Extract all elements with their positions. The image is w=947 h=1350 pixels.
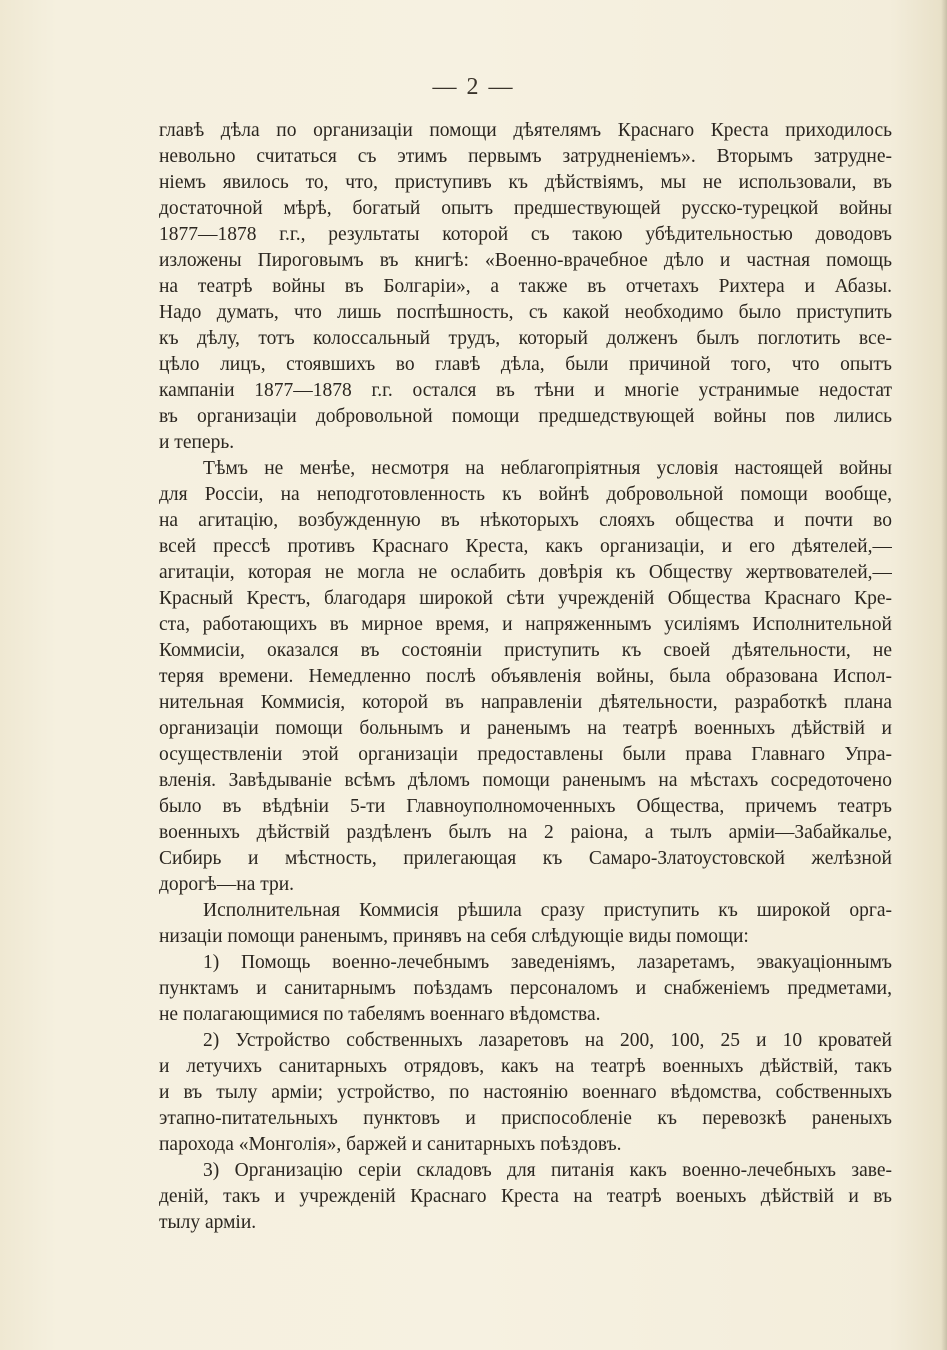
text-line: ніемъ явилось то, что, приступивъ къ дѣйствіямъ, мы не использовали, въ xyxy=(159,172,892,193)
text-line: этапно-питательныхъ пунктовъ и приспособленіе къ перевозкѣ раненыхъ xyxy=(159,1108,892,1129)
text-line: не полагающимися по табелямъ военнаго вѣдомства. xyxy=(159,1004,601,1025)
text-line: Коммисіи, оказался въ состояніи приступить къ своей дѣятельности, не xyxy=(159,640,892,661)
text-line: 2) Устройство собственныхъ лазаретовъ на 200, 100, 25 и 10 кроватей xyxy=(203,1030,892,1051)
text-line: Тѣмъ не менѣе, несмотря на неблагопріятныя условія настоящей войны xyxy=(203,458,892,479)
text-line: изложены Пироговымъ въ книгѣ: «Военно-врачебное дѣло и частная помощь xyxy=(159,250,892,271)
text-line: достаточной мѣрѣ, богатый опытъ предшествующей русско-турецкой войны xyxy=(159,198,892,219)
text-line: Исполнительная Коммисія рѣшила сразу приступить къ широкой орга- xyxy=(203,900,892,921)
text-line: теряя времени. Немедленно послѣ объявленія войны, была образована Испол- xyxy=(159,666,892,687)
text-line: цѣло лицъ, стоявшихъ во главѣ дѣла, были причиной того, что опытъ xyxy=(159,354,892,375)
text-line: организаціи помощи больнымъ и раненымъ на театрѣ военныхъ дѣйствій и xyxy=(159,718,892,739)
text-line: деній, такъ и учрежденій Краснаго Креста на театрѣ военыхъ дѣйствій и въ xyxy=(159,1186,892,1207)
text-line: и летучихъ санитарныхъ отрядовъ, какъ на театрѣ военныхъ дѣйствій, такъ xyxy=(159,1056,892,1077)
text-line: тылу арміи. xyxy=(159,1212,257,1233)
text-line: невольно считаться съ этимъ первымъ затрудненіемъ». Вторымъ затрудне- xyxy=(159,146,892,167)
text-line: 1) Помощь военно-лечебнымъ заведеніямъ, лазаретамъ, эвакуаціоннымъ xyxy=(203,952,892,973)
text-line: всей прессѣ противъ Краснаго Креста, какъ организаціи, и его дѣятелей,— xyxy=(159,536,892,557)
text-line: и теперь. xyxy=(159,432,235,453)
text-line: для Россіи, на неподготовленность къ войнѣ добровольной помощи вообще, xyxy=(159,484,892,505)
text-line: Надо думать, что лишь поспѣшность, съ какой необходимо было приступить xyxy=(159,302,892,323)
page-edge-shadow xyxy=(941,0,947,1350)
text-line: низаціи помощи раненымъ, принявъ на себя слѣдующіе виды помощи: xyxy=(159,926,749,947)
text-line: парохода «Монголія», баржей и санитарныхъ поѣздовъ. xyxy=(159,1134,622,1155)
text-line: и въ тылу арміи; устройство, по настоянію военнаго вѣдомства, собственныхъ xyxy=(159,1082,892,1103)
text-line: вленія. Завѣдываніе всѣмъ дѣломъ помощи раненымъ на мѣстахъ сосредоточено xyxy=(159,770,892,791)
text-line: было въ вѣдѣніи 5-ти Главноуполномоченныхъ Общества, причемъ театръ xyxy=(159,796,892,817)
body-text xyxy=(159,118,892,1236)
text-line: 3) Организацію серіи складовъ для питанія какъ военно-лечебныхъ заве- xyxy=(203,1160,892,1181)
text-line: пунктамъ и санитарнымъ поѣздамъ персоналомъ и снабженіемъ предметами, xyxy=(159,978,892,999)
text-line: на агитацію, возбужденную въ нѣкоторыхъ слояхъ общества и почти во xyxy=(159,510,892,531)
text-line: ста, работающихъ въ мирное время, и напряженнымъ усиліямъ Исполнительной xyxy=(159,614,892,635)
page-number: — 2 — xyxy=(432,74,515,100)
text-line: на театрѣ войны въ Болгаріи», а также въ отчетахъ Рихтера и Абазы. xyxy=(159,276,892,297)
text-line: нительная Коммисія, которой въ направленіи дѣятельности, разработкѣ плана xyxy=(159,692,892,713)
text-line: Сибирь и мѣстность, прилегающая къ Самаро-Златоустовской желѣзной xyxy=(159,848,892,869)
text-line: въ организаціи добровольной помощи предшедствующей войны пов лились xyxy=(159,406,892,427)
text-line: агитаціи, которая не могла не ослабить довѣрія къ Обществу жертвователей,— xyxy=(159,562,892,583)
text-line: Красный Крестъ, благодаря широкой сѣти учрежденій Общества Краснаго Кре- xyxy=(159,588,892,609)
text-line: 1877—1878 г.г., результаты которой съ такою убѣдительностью доводовъ xyxy=(159,224,892,245)
text-line: кампаніи 1877—1878 г.г. остался въ тѣни и многіе устранимые недостат xyxy=(159,380,892,401)
text-line: военныхъ дѣйствій раздѣленъ былъ на 2 раіона, а тылъ арміи—Забайкалье, xyxy=(159,822,892,843)
text-line: къ дѣлу, тотъ колоссальный трудъ, который долженъ былъ поглотить все- xyxy=(159,328,892,349)
text-line: осуществленіи этой организаціи предоставлены были права Главнаго Упра- xyxy=(159,744,892,765)
text-line: дорогѣ—на три. xyxy=(159,874,295,895)
text-line: главѣ дѣла по организаціи помощи дѣятелямъ Краснаго Креста приходилось xyxy=(159,120,892,141)
